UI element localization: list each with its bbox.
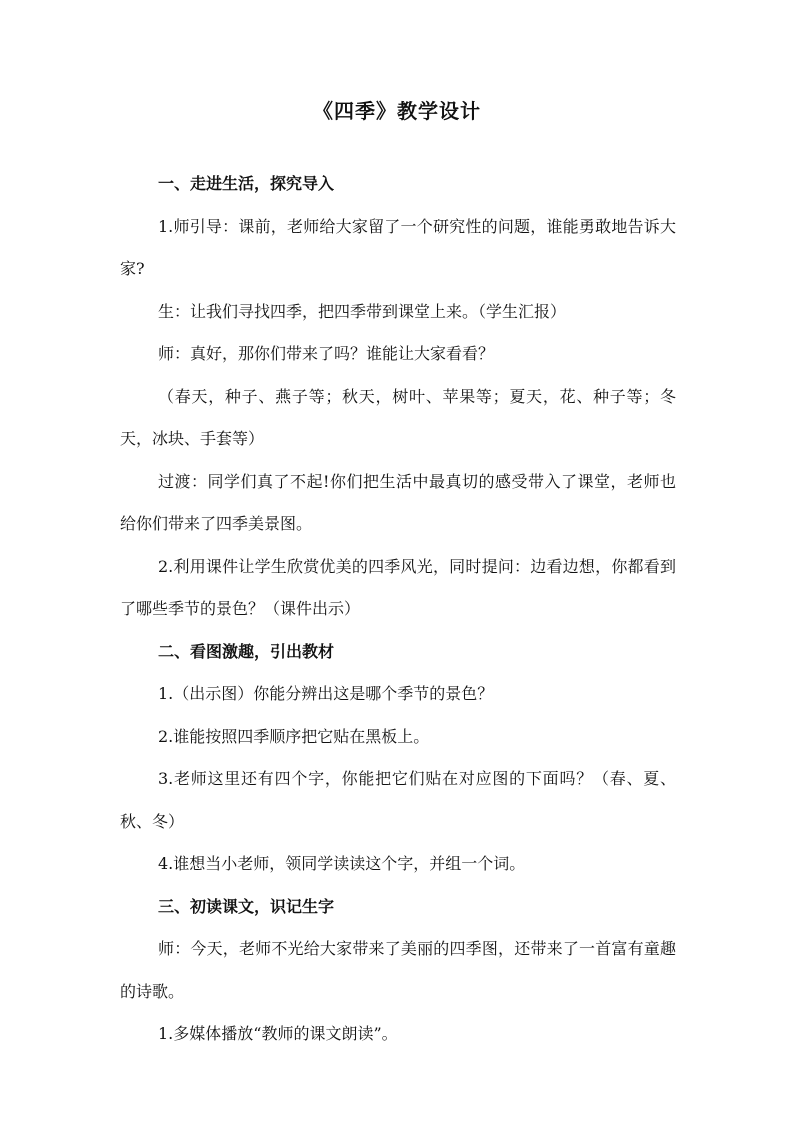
paragraph: 4.谁想当小老师，领同学读读这个字，并组一个词。 <box>158 854 526 873</box>
paragraph: 师：今天，老师不光给大家带来了美丽的四季图，还带来了一首富有童趣的诗歌。 <box>120 939 676 1001</box>
document-body <box>120 163 676 1056</box>
section-heading-2: 二、看图激趣，引出教材 <box>158 641 335 661</box>
paragraph: 2.谁能按照四季顺序把它贴在黑板上。 <box>158 726 430 746</box>
section-heading-1: 一、走进生活，探究导入 <box>158 174 335 193</box>
paragraph: 1.多媒体播放“教师的课文朗读”。 <box>158 1024 398 1043</box>
paragraph: 1.师引导：课前，老师给大家留了一个研究性的问题，谁能勇敢地告诉大家? <box>120 216 676 278</box>
paragraph: 生：让我们寻找四季，把四季带到课堂上来。（学生汇报） <box>158 301 567 321</box>
document-title: 《四季》教学设计 <box>313 99 481 123</box>
paragraph: 3.老师这里还有四个字，你能把它们贴在对应图的下面吗？（春、夏、秋、冬） <box>120 769 676 831</box>
paragraph: 1.（出示图）你能分辨出这是哪个季节的景色？ <box>158 684 494 703</box>
paragraph: 过渡：同学们真了不起!你们把生活中最真切的感受带入了课堂，老师也给你们带来了四季美景图。 <box>120 471 676 533</box>
section-heading-3: 三、初读课文，识记生字 <box>158 896 335 916</box>
paragraph: （春天，种子、燕子等；秋天，树叶、苹果等；夏天，花、种子等；冬天，冰块、手套等） <box>120 386 676 448</box>
paragraph: 师：真好，那你们带来了吗？谁能让大家看看？ <box>158 344 495 363</box>
paragraph: 2.利用课件让学生欣赏优美的四季风光，同时提问：边看边想，你都看到了哪些季节的景色？（课件出示） <box>120 556 676 618</box>
